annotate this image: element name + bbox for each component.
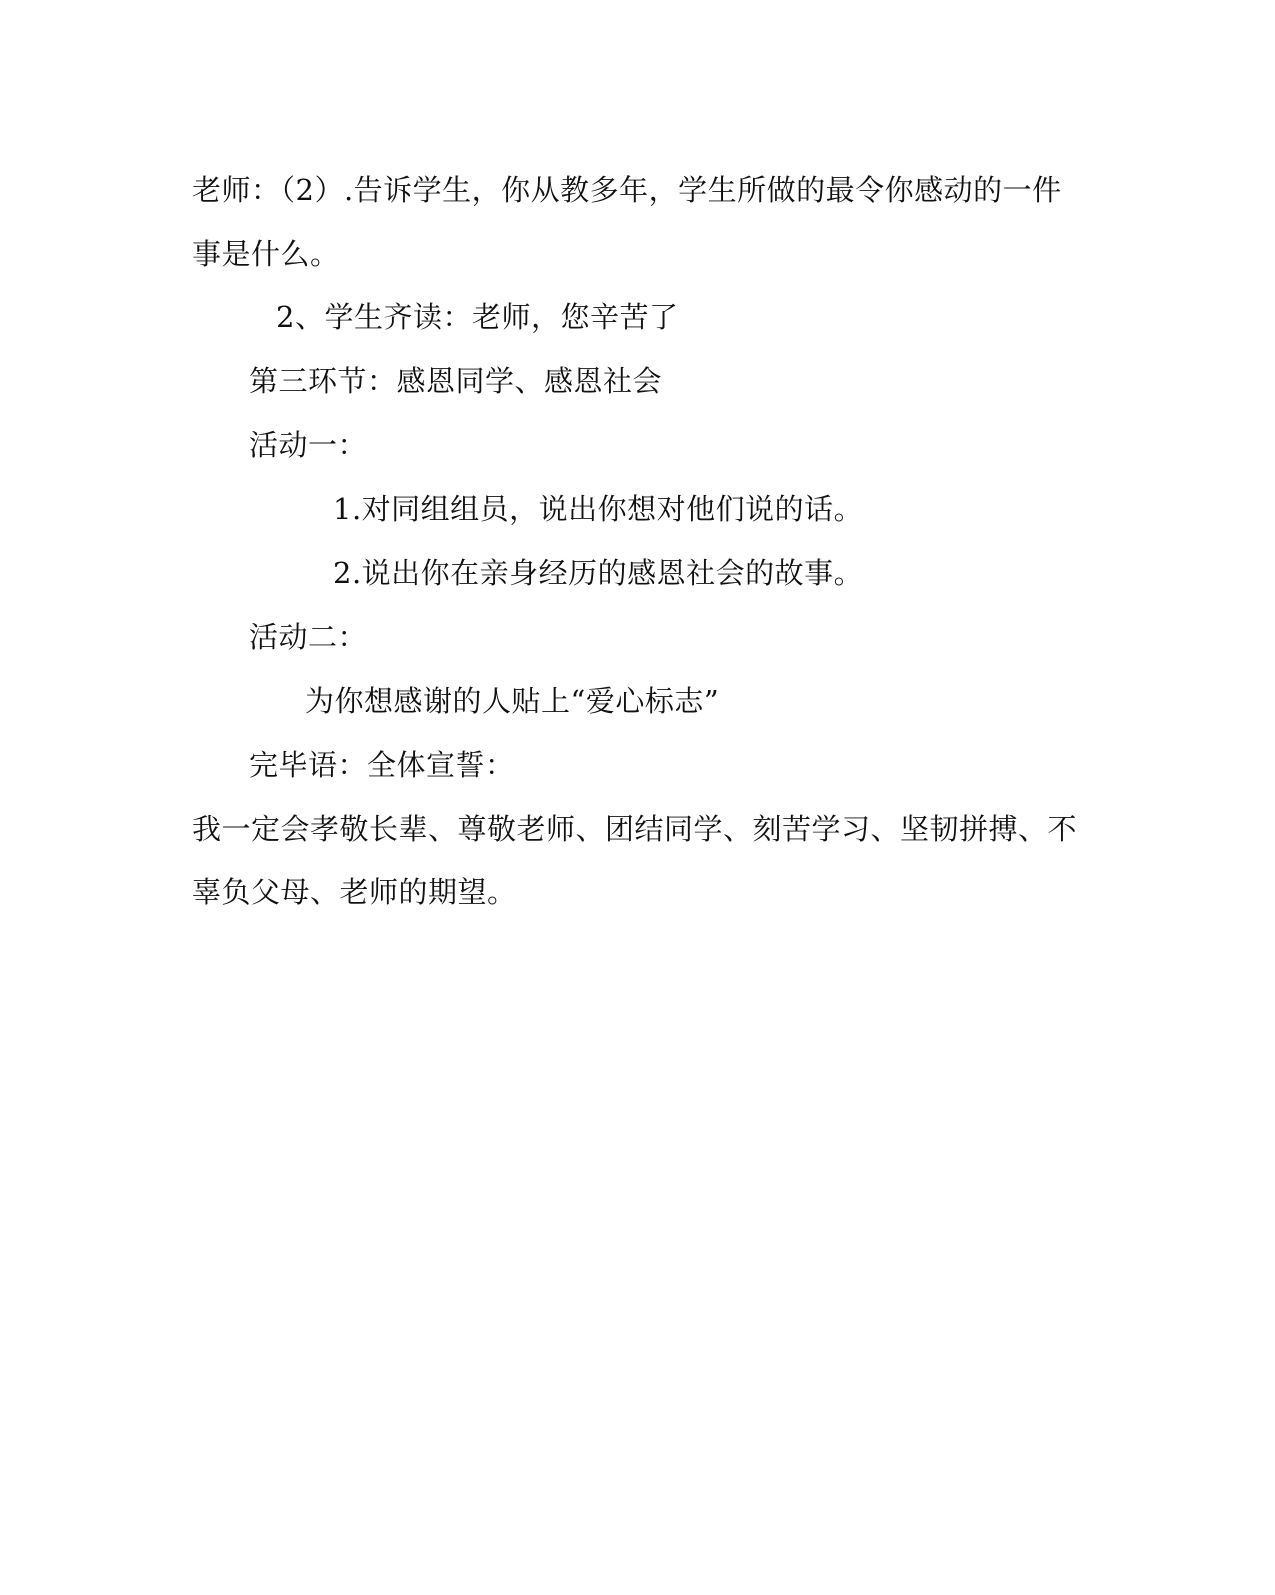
paragraph-line-teacher-task: 老师：（2）.告诉学生，你从教多年，学生所做的最令你感动的一件 [192, 173, 1062, 207]
activity-one-item-2: 2.说出你在亲身经历的感恩社会的故事。 [333, 556, 864, 590]
pledge-line-1: 我一定会孝敬长辈、尊敬老师、团结同学、刻苦学习、坚韧拼搏、不 [192, 812, 1078, 846]
activity-two-item: 为你想感谢的人贴上“爱心标志” [305, 684, 720, 718]
section-heading-third: 第三环节：感恩同学、感恩社会 [249, 364, 663, 398]
closing-heading: 完毕语：全体宣誓： [249, 748, 515, 782]
activity-one-item-1: 1.对同组组员，说出你想对他们说的话。 [333, 492, 864, 526]
activity-two-heading: 活动二： [249, 620, 368, 654]
paragraph-line-teacher-task-cont: 事是什么。 [192, 237, 340, 271]
pledge-line-2: 辜负父母、老师的期望。 [192, 875, 517, 909]
activity-one-heading: 活动一： [249, 428, 368, 462]
paragraph-line-students-read: 2、学生齐读：老师，您辛苦了 [276, 300, 679, 334]
